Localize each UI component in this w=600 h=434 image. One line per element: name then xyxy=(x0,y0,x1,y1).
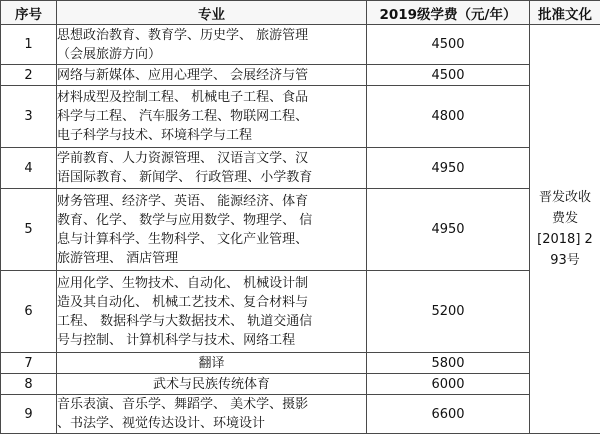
table-row xyxy=(1,189,600,271)
approval-line: [2018] 2 xyxy=(537,232,593,247)
major-line: 造及其自动化、 机械工艺技术、复合材料与 xyxy=(57,294,309,310)
major-line: 武术与民族传统体育 xyxy=(152,376,270,392)
header-approval: 批准文化 xyxy=(530,1,600,25)
major-line: 音乐表演、音乐学、舞蹈学、 美术学、摄影 xyxy=(57,397,309,412)
major-line: 电子科学与技术、环境科学与工程 xyxy=(57,128,253,143)
row-index: 4 xyxy=(1,148,57,189)
row-major xyxy=(57,374,367,395)
approval-line: 晋发改收 xyxy=(538,190,591,205)
row-fee: 6000 xyxy=(367,374,530,395)
row-fee: 4500 xyxy=(367,25,530,65)
row-index: 9 xyxy=(1,395,57,434)
major-line: 财务管理、经济学、英语、 能源经济、体育 xyxy=(57,193,309,209)
major-line: 翻译 xyxy=(198,355,225,371)
row-major xyxy=(57,395,367,434)
table-row xyxy=(1,86,600,148)
table-row xyxy=(1,395,600,434)
row-fee: 4500 xyxy=(367,65,530,86)
approval-document xyxy=(530,25,600,434)
row-index: 2 xyxy=(1,65,57,86)
table-row xyxy=(1,374,600,395)
major-line: 号与控制、 计算机科学与技术、网络工程 xyxy=(57,332,296,348)
row-major xyxy=(57,189,367,271)
approval-line: 费发 xyxy=(551,211,578,226)
major-line: 学前教育、人力资源管理、 汉语言文学、汉 xyxy=(57,151,309,166)
approval-line: 93号 xyxy=(550,253,580,268)
row-fee: 4800 xyxy=(367,86,530,148)
row-index: 7 xyxy=(1,353,57,374)
row-index: 6 xyxy=(1,271,57,353)
row-major xyxy=(57,271,367,353)
header-fee: 2019级学费（元/年） xyxy=(367,1,530,25)
table-row xyxy=(1,271,600,353)
major-line: （会展旅游方向） xyxy=(57,46,162,62)
table-row xyxy=(1,65,600,86)
row-index: 8 xyxy=(1,374,57,395)
row-index: 3 xyxy=(1,86,57,148)
major-line: 材料成型及控制工程、 机械电子工程、食品 xyxy=(57,90,309,105)
major-line: 科学与工程、 汽车服务工程、物联网工程、 xyxy=(57,109,309,124)
major-line: 网络与新媒体、应用心理学、 会展经济与管 xyxy=(57,67,309,83)
major-line: 、书法学、视觉传达设计、环境设计 xyxy=(57,416,266,431)
row-major xyxy=(57,353,367,374)
row-fee: 4950 xyxy=(367,148,530,189)
row-index: 1 xyxy=(1,25,57,65)
header-index: 序号 xyxy=(1,1,57,25)
row-major xyxy=(57,25,367,65)
major-line: 息与计算科学、生物科学、 文化产业管理、 xyxy=(57,231,309,247)
header-major: 专业 xyxy=(57,1,367,25)
header-row xyxy=(1,1,600,25)
row-fee: 5200 xyxy=(367,271,530,353)
major-line: 教育、化学、 数学与应用数学、物理学、 信 xyxy=(57,212,313,228)
major-line: 旅游管理、 酒店管理 xyxy=(57,250,179,266)
major-line: 工程、 数据科学与大数据技术、 轨道交通信 xyxy=(57,313,313,329)
row-major xyxy=(57,86,367,148)
row-fee: 4950 xyxy=(367,189,530,271)
major-line: 思想政治教育、教育学、历史学、 旅游管理 xyxy=(57,27,309,43)
row-fee: 5800 xyxy=(367,353,530,374)
row-fee: 6600 xyxy=(367,395,530,434)
row-major xyxy=(57,65,367,86)
table-row xyxy=(1,148,600,189)
table-row xyxy=(1,353,600,374)
major-line: 应用化学、生物技术、自动化、 机械设计制 xyxy=(57,275,309,291)
major-line: 语国际教育、 新闻学、 行政管理、小学教育 xyxy=(57,170,313,185)
row-major xyxy=(57,148,367,189)
row-index: 5 xyxy=(1,189,57,271)
table-row xyxy=(1,25,600,65)
